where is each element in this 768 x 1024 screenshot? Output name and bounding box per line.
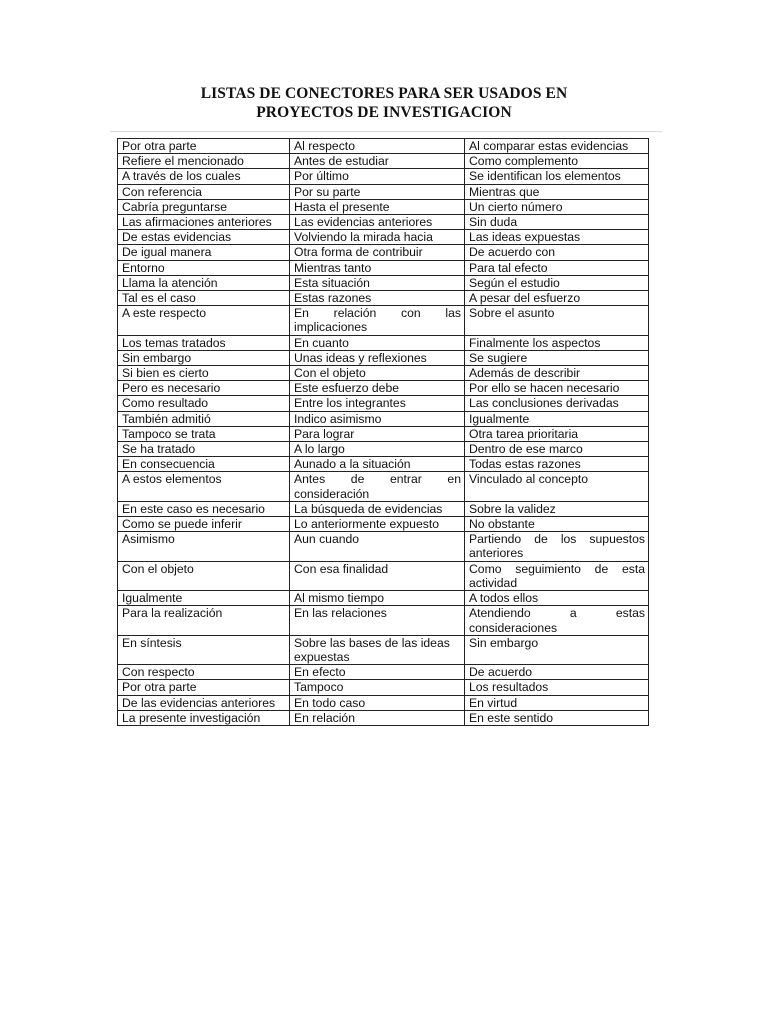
table-cell: Sin embargo	[465, 635, 649, 664]
table-cell: Como resultado	[118, 396, 290, 411]
table-cell: Se ha tratado	[118, 442, 290, 457]
table-cell: Un cierto número	[465, 199, 649, 214]
table-row	[118, 532, 649, 561]
table-row	[118, 169, 649, 184]
connectors-table-body	[118, 139, 649, 726]
table-cell: Para tal efecto	[465, 260, 649, 275]
table-cell: En este sentido	[465, 710, 649, 725]
table-cell: Sin duda	[465, 215, 649, 230]
table-cell: En consecuencia	[118, 457, 290, 472]
table-cell: Las conclusiones derivadas	[465, 396, 649, 411]
table-cell: En virtud	[465, 695, 649, 710]
table-row	[118, 230, 649, 245]
table-cell: Entre los integrantes	[290, 396, 465, 411]
table-cell: Hasta el presente	[290, 199, 465, 214]
table-row	[118, 260, 649, 275]
table-row	[118, 154, 649, 169]
table-cell: En relación	[290, 710, 465, 725]
table-row	[118, 710, 649, 725]
table-cell: En este caso es necesario	[118, 501, 290, 516]
table-cell: La búsqueda de evidencias	[290, 501, 465, 516]
table-cell: Para la realización	[118, 606, 290, 635]
table-cell: Por otra parte	[118, 139, 290, 154]
table-row	[118, 591, 649, 606]
table-cell: Todas estas razones	[465, 457, 649, 472]
title-line-2: PROYECTOS DE INVESTIGACION	[256, 104, 512, 121]
table-cell: Se sugiere	[465, 350, 649, 365]
table-cell: Con respecto	[118, 665, 290, 680]
table-cell: Otra tarea prioritaria	[465, 426, 649, 441]
table-row	[118, 426, 649, 441]
table-row	[118, 306, 649, 335]
table-cell: Indico asimismo	[290, 411, 465, 426]
table-cell: Como se puede inferir	[118, 517, 290, 532]
table-cell: Como seguimiento de esta actividad	[465, 561, 649, 590]
table-cell: Por su parte	[290, 184, 465, 199]
table-cell: Las afirmaciones anteriores	[118, 215, 290, 230]
table-cell: Al respecto	[290, 139, 465, 154]
table-cell: Asimismo	[118, 532, 290, 561]
table-cell: Dentro de ese marco	[465, 442, 649, 457]
table-row	[118, 184, 649, 199]
table-cell: Según el estudio	[465, 275, 649, 290]
table-cell: Tampoco se trata	[118, 426, 290, 441]
table-cell: En efecto	[290, 665, 465, 680]
table-cell: Mientras que	[465, 184, 649, 199]
table-row	[118, 561, 649, 590]
table-cell: Antes de entrar en consideración	[290, 472, 465, 501]
table-cell: Al comparar estas evidencias	[465, 139, 649, 154]
table-cell: Llama la atención	[118, 275, 290, 290]
connectors-table-container	[117, 138, 648, 726]
table-row	[118, 245, 649, 260]
table-row	[118, 457, 649, 472]
table-cell: Si bien es cierto	[118, 366, 290, 381]
table-cell: Volviendo la mirada hacia	[290, 230, 465, 245]
table-cell: Lo anteriormente expuesto	[290, 517, 465, 532]
table-cell: Por otra parte	[118, 680, 290, 695]
table-cell: Mientras tanto	[290, 260, 465, 275]
table-row	[118, 472, 649, 501]
table-cell: De las evidencias anteriores	[118, 695, 290, 710]
table-cell: Estas razones	[290, 291, 465, 306]
table-cell: A pesar del esfuerzo	[465, 291, 649, 306]
table-cell: A través de los cuales	[118, 169, 290, 184]
table-cell: Finalmente los aspectos	[465, 335, 649, 350]
table-row	[118, 366, 649, 381]
table-row	[118, 396, 649, 411]
table-cell: Igualmente	[465, 411, 649, 426]
table-cell: En cuanto	[290, 335, 465, 350]
table-cell: Los temas tratados	[118, 335, 290, 350]
table-cell: Cabría preguntarse	[118, 199, 290, 214]
table-cell: Aunado a la situación	[290, 457, 465, 472]
table-cell: De estas evidencias	[118, 230, 290, 245]
table-row	[118, 411, 649, 426]
table-cell: Para lograr	[290, 426, 465, 441]
table-cell: Por último	[290, 169, 465, 184]
table-cell: Sobre la validez	[465, 501, 649, 516]
table-cell: Sobre las bases de las ideas expuestas	[290, 635, 465, 664]
table-row	[118, 680, 649, 695]
table-cell: Esta situación	[290, 275, 465, 290]
table-cell: En relación con las implicaciones	[290, 306, 465, 335]
table-cell: De acuerdo	[465, 665, 649, 680]
table-cell: Por ello se hacen necesario	[465, 381, 649, 396]
table-row	[118, 695, 649, 710]
table-cell: No obstante	[465, 517, 649, 532]
table-row	[118, 275, 649, 290]
table-row	[118, 381, 649, 396]
table-cell: Aun cuando	[290, 532, 465, 561]
table-cell: En todo caso	[290, 695, 465, 710]
table-cell: Sin embargo	[118, 350, 290, 365]
table-row	[118, 215, 649, 230]
table-cell: Con esa finalidad	[290, 561, 465, 590]
table-row	[118, 442, 649, 457]
table-cell: A este respecto	[118, 306, 290, 335]
table-cell: Se identifican los elementos	[465, 169, 649, 184]
table-row	[118, 291, 649, 306]
table-cell: Pero es necesario	[118, 381, 290, 396]
table-cell: A todos ellos	[465, 591, 649, 606]
page-title	[0, 84, 768, 122]
table-cell: En síntesis	[118, 635, 290, 664]
table-cell: Además de describir	[465, 366, 649, 381]
table-row	[118, 606, 649, 635]
table-cell: Otra forma de contribuir	[290, 245, 465, 260]
table-cell: Vinculado al concepto	[465, 472, 649, 501]
table-cell: A lo largo	[290, 442, 465, 457]
table-cell: Las ideas expuestas	[465, 230, 649, 245]
table-row	[118, 635, 649, 664]
table-cell: Antes de estudiar	[290, 154, 465, 169]
table-cell: Con referencia	[118, 184, 290, 199]
table-cell: Con el objeto	[290, 366, 465, 381]
table-cell: En las relaciones	[290, 606, 465, 635]
table-cell: Sobre el asunto	[465, 306, 649, 335]
table-cell: Con el objeto	[118, 561, 290, 590]
table-cell: Tampoco	[290, 680, 465, 695]
table-row	[118, 517, 649, 532]
table-cell: Las evidencias anteriores	[290, 215, 465, 230]
title-line-1: LISTAS DE CONECTORES PARA SER USADOS EN	[200, 85, 568, 102]
table-cell: Atendiendo a estas consideraciones	[465, 606, 649, 635]
table-cell: Al mismo tiempo	[290, 591, 465, 606]
table-cell: De igual manera	[118, 245, 290, 260]
table-cell: Partiendo de los supuestos anteriores	[465, 532, 649, 561]
table-row	[118, 335, 649, 350]
table-cell: También admitió	[118, 411, 290, 426]
connectors-table	[117, 138, 649, 726]
table-cell: Este esfuerzo debe	[290, 381, 465, 396]
table-row	[118, 139, 649, 154]
table-cell: Tal es el caso	[118, 291, 290, 306]
table-cell: Los resultados	[465, 680, 649, 695]
table-row	[118, 501, 649, 516]
table-cell: Como complemento	[465, 154, 649, 169]
table-cell: De acuerdo con	[465, 245, 649, 260]
table-cell: La presente investigación	[118, 710, 290, 725]
table-cell: Entorno	[118, 260, 290, 275]
table-row	[118, 350, 649, 365]
table-row	[118, 665, 649, 680]
table-row	[118, 199, 649, 214]
table-cell: Igualmente	[118, 591, 290, 606]
table-cell: A estos elementos	[118, 472, 290, 501]
table-cell: Refiere el mencionado	[118, 154, 290, 169]
horizontal-divider	[110, 131, 662, 132]
table-cell: Unas ideas y reflexiones	[290, 350, 465, 365]
